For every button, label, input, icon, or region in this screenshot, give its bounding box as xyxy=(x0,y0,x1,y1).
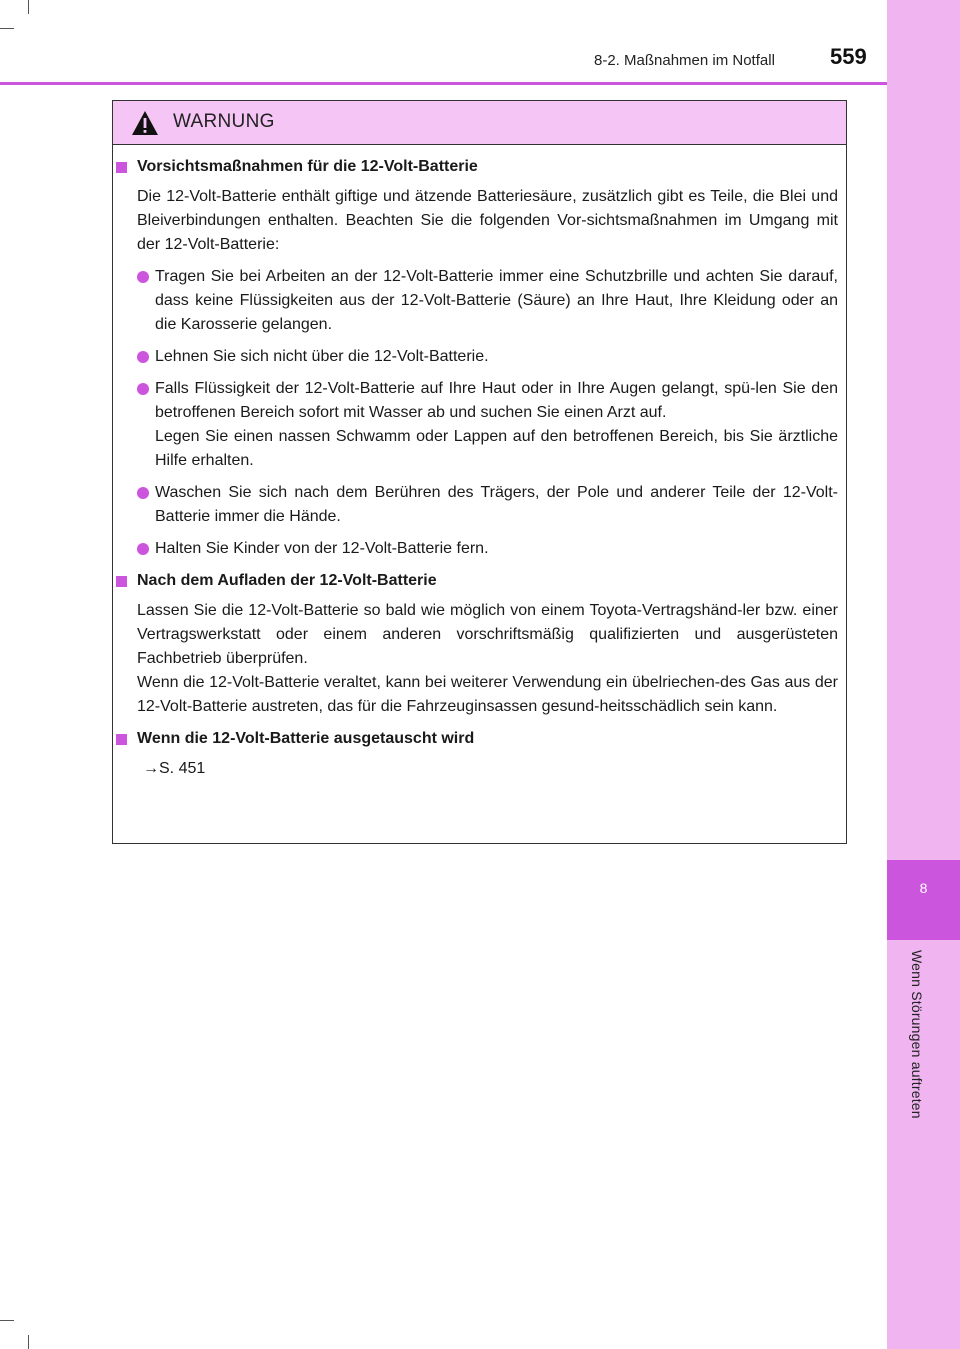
section-heading-text: Wenn die 12-Volt-Batterie ausgetauscht wird xyxy=(137,730,475,747)
paragraph: Die 12-Volt-Batterie enthält giftige und ätzende Batteriesäure, zusätzlich gibt es Teile, die Blei und Bleiverbindungen enthalten. Beachten Sie die folgenden Vor-sichtsmaßnahmen im Umgang mit der 12-Volt-Batterie: xyxy=(137,188,838,253)
crop-mark xyxy=(28,0,29,14)
circle-bullet-icon xyxy=(137,351,149,363)
list-item-text: Tragen Sie bei Arbeiten an der 12-Volt-Batterie immer eine Schutzbrille und achten Sie darauf, dass keine Flüssigkeiten aus der 12-Volt-Batterie (Säure) an Ihre Haut, Ihre Kleidung oder an die Karosserie gelangen. xyxy=(155,268,838,333)
section-title: 8-2. Maßnahmen im Notfall xyxy=(594,52,775,69)
section-heading xyxy=(113,569,846,593)
crop-mark xyxy=(28,1335,29,1349)
warning-body xyxy=(113,155,846,789)
circle-bullet-icon xyxy=(137,543,149,555)
square-bullet-icon xyxy=(116,162,127,173)
chapter-title: Wenn Störungen auftreten xyxy=(909,950,925,1119)
list-item-text: Lehnen Sie sich nicht über die 12-Volt-Batterie. xyxy=(155,348,489,365)
crop-mark xyxy=(0,28,14,29)
chapter-number: 8 xyxy=(919,880,928,896)
paragraph: Lassen Sie die 12-Volt-Batterie so bald wie möglich von einem Toyota-Vertragshänd-ler bzw. einer Vertragswerkstatt oder einem anderen vorschriftsmäßig qualifizierten und ausgerüsteten Fachbetrieb überprüfen. xyxy=(137,602,838,667)
warning-header xyxy=(113,101,846,145)
list-item-text-extra: Legen Sie einen nassen Schwamm oder Lappen auf den betroffenen Bereich, bis Sie ärztliche Hilfe erhalten. xyxy=(155,428,838,469)
list-item xyxy=(155,537,838,561)
list-item-text: Waschen Sie sich nach dem Berühren des Trägers, der Pole und anderer Teile der 12-Volt-Batterie immer die Hände. xyxy=(155,484,838,525)
circle-bullet-icon xyxy=(137,383,149,395)
section-heading-text: Nach dem Aufladen der 12-Volt-Batterie xyxy=(137,572,437,589)
list-item xyxy=(155,265,838,337)
list-item xyxy=(155,345,838,369)
square-bullet-icon xyxy=(116,576,127,587)
warning-title: WARNUNG xyxy=(173,111,275,132)
header-rule xyxy=(0,82,887,85)
page-reference-link[interactable]: →S. 451 xyxy=(143,760,206,777)
section-heading xyxy=(113,727,846,751)
circle-bullet-icon xyxy=(137,487,149,499)
crop-mark xyxy=(0,1320,14,1321)
warning-triangle-icon xyxy=(131,110,159,136)
section-heading xyxy=(113,155,846,179)
list-item-text: Halten Sie Kinder von der 12-Volt-Batterie fern. xyxy=(155,540,489,557)
list-item xyxy=(155,377,838,473)
circle-bullet-icon xyxy=(137,271,149,283)
square-bullet-icon xyxy=(116,734,127,745)
paragraph: Wenn die 12-Volt-Batterie veraltet, kann bei weiterer Verwendung ein übelriechen-des Gas aus der 12-Volt-Batterie austreten, das für die Fahrzeuginsassen gesund-heitsschädlich sein kann. xyxy=(137,674,838,715)
list-item-text: Falls Flüssigkeit der 12-Volt-Batterie auf Ihre Haut oder in Ihre Augen gelangt, spü-len Sie den betroffenen Bereich sofort mit Wasser ab und suchen Sie einen Arzt auf. xyxy=(155,380,838,421)
section-heading-text: Vorsichtsmaßnahmen für die 12-Volt-Batterie xyxy=(137,158,478,175)
list-item xyxy=(155,481,838,529)
page-number: 559 xyxy=(830,44,867,69)
chapter-number-box xyxy=(887,860,960,940)
warning-box xyxy=(112,100,847,844)
